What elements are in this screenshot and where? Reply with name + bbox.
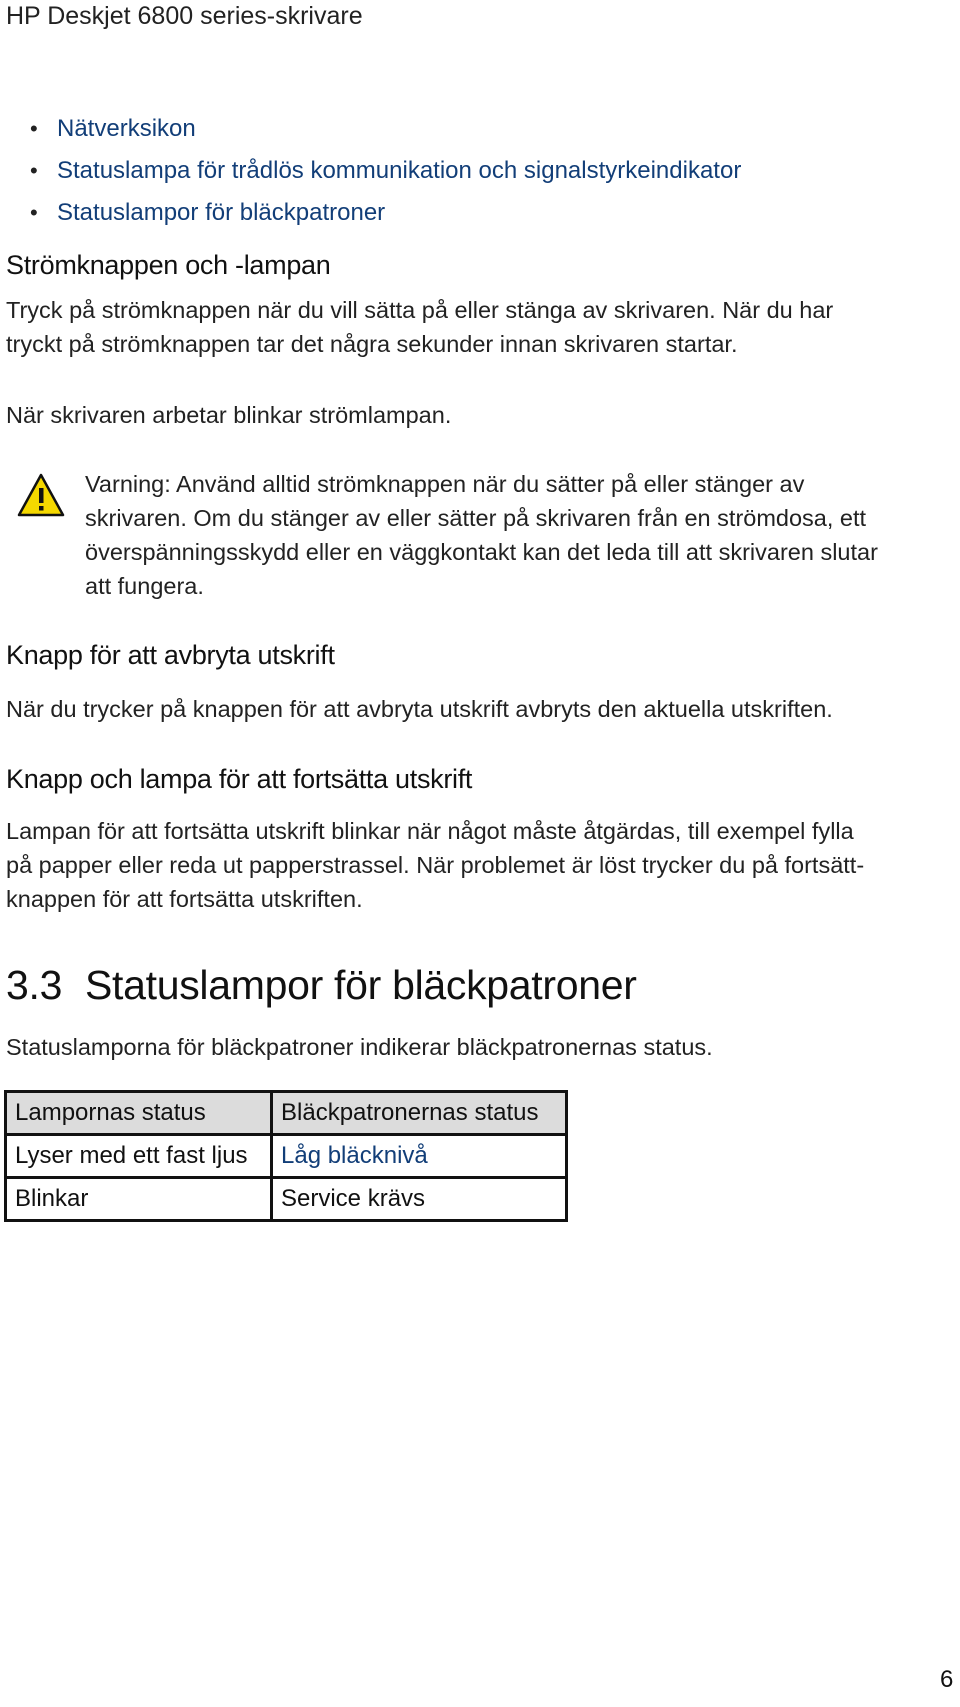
bullet-icon: • (30, 200, 38, 225)
paragraph-line: på papper eller reda ut papperstrassel. När problemet är löst trycker du på fortsätt- (6, 852, 865, 878)
document-header-title: HP Deskjet 6800 series-skrivare (6, 2, 363, 30)
paragraph-line: tryckt på strömknappen tar det några sekunder innan skrivaren startar. (6, 331, 738, 357)
warning-line: överspänningsskydd eller en väggkontakt kan det leda till att skrivaren slutar (85, 539, 878, 565)
warning-triangle-icon (16, 472, 66, 518)
table-cell: Blinkar (6, 1178, 272, 1221)
table-row (6, 1178, 567, 1221)
table-header-cell: Lampornas status (6, 1092, 272, 1135)
table-cell: Service krävs (272, 1178, 567, 1221)
cancel-button-paragraph: När du trycker på knappen för att avbryta utskrift avbryts den aktuella utskriften. (6, 696, 833, 722)
link-natverksikon[interactable]: Nätverksikon (57, 115, 196, 142)
warning-line: skrivaren. Om du stänger av eller sätter på skrivaren från en strömdosa, ett (85, 505, 867, 531)
list-item (30, 114, 741, 156)
warning-line: Varning: Använd alltid strömknappen när du sätter på eller stänger av (85, 471, 805, 497)
resume-button-heading: Knapp och lampa för att fortsätta utskrift (6, 764, 473, 794)
paragraph-line: knappen för att fortsätta utskriften. (6, 886, 363, 912)
power-button-paragraph (6, 293, 951, 361)
section-heading (6, 962, 637, 1009)
table-header-row (6, 1092, 567, 1135)
power-button-heading: Strömknappen och -lampan (6, 250, 331, 280)
warning-note (85, 467, 950, 603)
paragraph-line: Tryck på strömknappen när du vill sätta på eller stänga av skrivaren. När du har (6, 297, 834, 323)
link-wireless-status-lamp[interactable]: Statuslampa för trådlös kommunikation och signalstyrkeindikator (57, 157, 742, 184)
section-number: 3.3 (6, 962, 63, 1008)
list-item (30, 156, 741, 198)
table-cell (272, 1135, 567, 1178)
bullet-icon: • (30, 116, 38, 141)
resume-button-paragraph (6, 814, 951, 916)
link-cartridge-status-lamps[interactable]: Statuslampor för bläckpatroner (57, 199, 386, 226)
power-lamp-paragraph: När skrivaren arbetar blinkar strömlampan. (6, 402, 452, 428)
bullet-icon: • (30, 158, 38, 183)
page-number: 6 (940, 1666, 954, 1693)
status-intro-paragraph: Statuslamporna för bläckpatroner indikerar bläckpatronernas status. (6, 1034, 713, 1060)
warning-line: att fungera. (85, 573, 204, 599)
link-list (30, 114, 741, 240)
paragraph-line: Lampan för att fortsätta utskrift blinkar när något måste åtgärdas, till exempel fylla (6, 818, 854, 844)
table-cell: Lyser med ett fast ljus (6, 1135, 272, 1178)
table-header-cell: Bläckpatronernas status (272, 1092, 567, 1135)
link-low-ink-level[interactable]: Låg bläcknivå (281, 1142, 428, 1169)
section-title: Statuslampor för bläckpatroner (85, 962, 637, 1008)
status-table (4, 1090, 568, 1222)
table-row (6, 1135, 567, 1178)
list-item (30, 198, 741, 240)
cancel-button-heading: Knapp för att avbryta utskrift (6, 640, 335, 670)
